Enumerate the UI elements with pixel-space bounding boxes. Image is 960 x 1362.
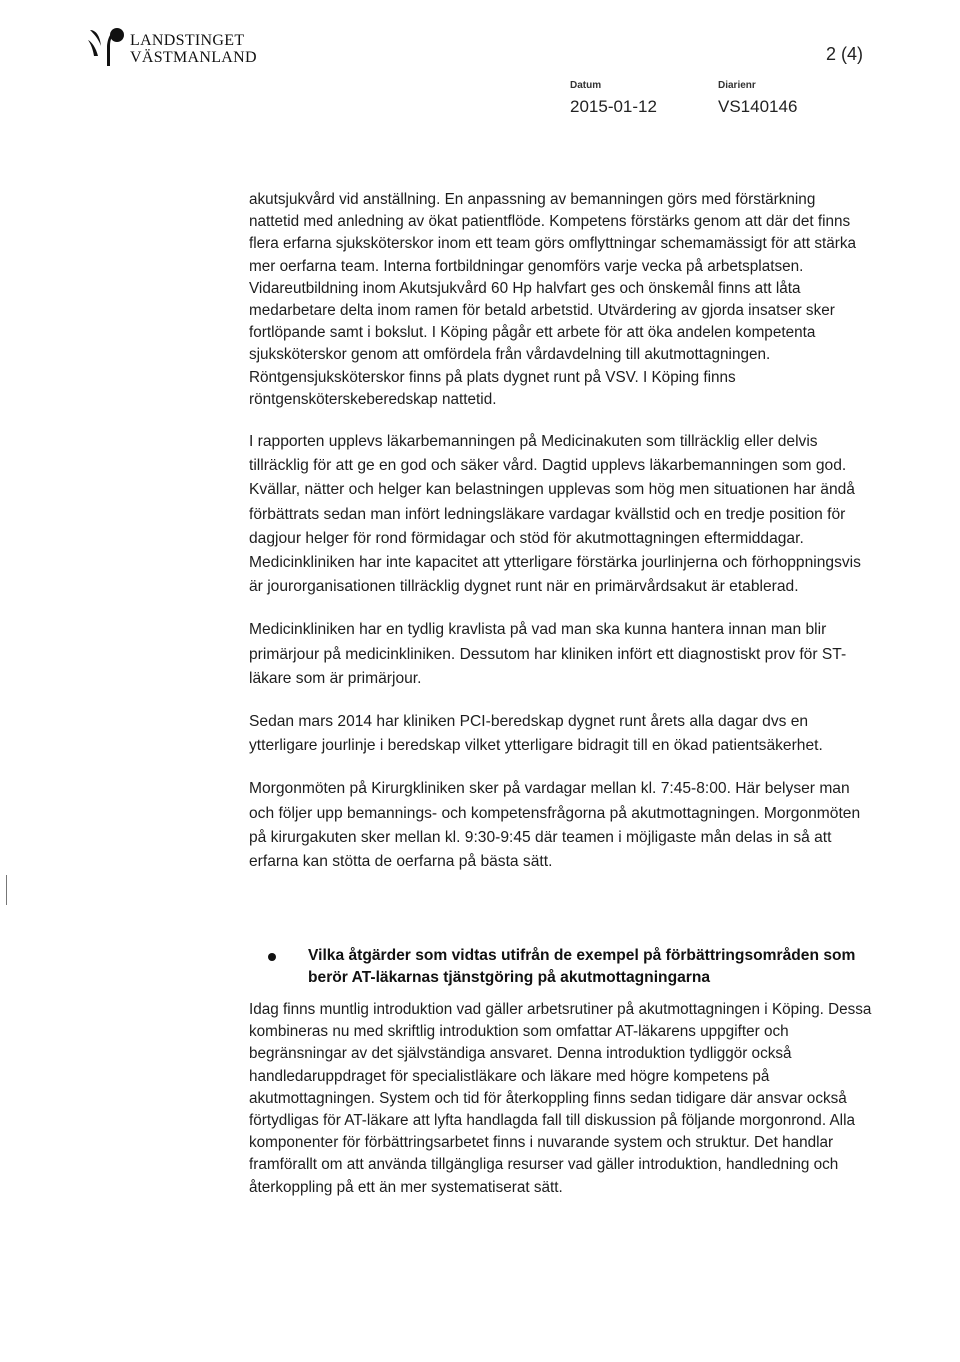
date-label: Datum <box>570 80 602 91</box>
paragraph-physician-staffing: I rapporten upplevs läkarbemanningen på Medicinakuten som tillräcklig eller delvis tillräcklig för att ge en god och säker vård. Dagtid upplevs läkarbemanningen som god. Kvällar, nätter och helger kan belastningen upplevas som hög men situationen har ändå förbättrats sedan man infört ledningsläkare vardagar kvällstid och en tredje position för dagjour helger för rond förmidagar och stöd för akutmottagningen eftermiddagar. Medicinkliniken har inte kapacitet att ytterligare förstärka jourlinjerna och förhoppningsvis är jourorganisationen tillräcklig dygnet runt när en primärvårdsakut är etablerad. <box>249 433 861 596</box>
paragraph-requirements: Medicinkliniken har en tydlig kravlista på vad man ska kunna hantera innan man blir primärjour på medicinkliniken. Dessutom har kliniken infört ett diagnostiskt prov för ST-läkare som är primärjour. <box>249 621 847 687</box>
date-value: 2015-01-12 <box>570 97 657 116</box>
section-heading-text: Vilka åtgärder som vidtas utifrån de exempel på förbättringsområden som berör AT-läkarnas tjänstgöring på akutmottagningarna <box>308 947 856 986</box>
reference-value: VS140146 <box>718 97 798 116</box>
paragraph-pci: Sedan mars 2014 har kliniken PCI-beredskap dygnet runt årets alla dagar dvs en ytterligare jourlinje i beredskap vilket ytterligare bidragit till en ökad patientsäkerhet. <box>249 713 823 755</box>
document-body <box>249 189 869 874</box>
section-heading <box>249 945 879 989</box>
page-number: 2 (4) <box>826 44 864 64</box>
org-name-line1: LANDSTINGET <box>130 32 245 49</box>
reference-label: Diarienr <box>718 80 756 91</box>
paragraph-morning-meetings: Morgonmöten på Kirurgkliniken sker på vardagar mellan kl. 7:45-8:00. Här belyser man och följer upp bemannings- och kompetensfrågorna på akutmottagningen. Morgonmöten på kirurgakuten sker mellan kl. 9:30-9:45 där teamen i möjligaste mån delas in så att erfarna kan stötta de oerfarna på bästa sätt. <box>249 780 861 871</box>
county-logo-icon <box>86 26 130 68</box>
paragraph-staffing: akutsjukvård vid anställning. En anpassning av bemanningen görs med förstärkning nattetid med anledning av ökat patientflöde. Kompetens förstärks genom att där det finns flera erfarna sjuksköterskor inom ett team görs omflyttningar schemamässigt för att stärka mer oerfarna team. Interna fortbildningar genomförs varje vecka på arbetsplatsen. Vidareutbildning inom Akutsjukvård 60 Hp halvfart ges och önskemål finns att låta medarbetare delta inom ramen för betald arbetstid. Utvärdering av gjorda insatser sker fortlöpande samt i bokslut. I Köping pågår ett arbete för att öka andelen kompetenta sjuksköterskor genom att omfördela från vårdavdelning till akutmottagningen. Röntgensjuksköterskor finns på plats dygnet runt på VSV. I Köping finns röntgensköterskeberedskap nattetid. <box>249 191 857 408</box>
bullet-icon <box>268 953 276 961</box>
at-doctors-section <box>249 945 879 1214</box>
section-body: Idag finns muntlig introduktion vad gäller arbetsrutiner på akutmottagningen i Köping. Dessa kombineras nu med skriftlig introduktion som omfattar AT-läkarens uppgifter och begränsningar av det självständiga ansvaret. Denna introduktion tydliggör också handledaruppdraget för specialistläkare och läkare med högre kompetens på akutmottagningen. System och tid för återkoppling finns sedan tidigare där ansvar också förtydligas för AT-läkare att lyfta handlagda fall till diskussion på följande morgonrond. Alla komponenter för förbättringsarbetet finns i nuvarande system och struktur. Det handlar framförallt om att använda tillgängliga resurser vad gäller introduktion, handledning och återkoppling på ett än mer systematiserat sätt. <box>249 1001 872 1196</box>
org-logo <box>86 22 266 72</box>
org-name-line2: VÄSTMANLAND <box>130 49 257 66</box>
margin-mark <box>6 875 7 905</box>
